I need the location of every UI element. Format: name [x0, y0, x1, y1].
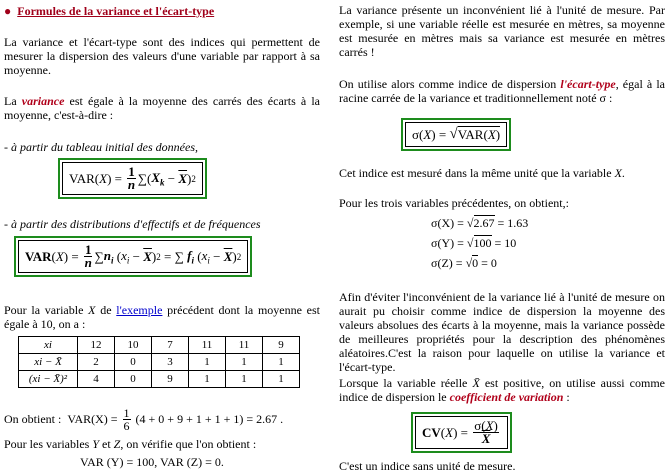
- example-link[interactable]: l'exemple: [116, 303, 163, 317]
- formula-var-dist: VAR ( X ) = $\frac{1}{n}$ ∑ $n_i$ ( $x_i$ − $\overline{X}$ ) 2 = ∑ $f_i$ ( $x_i$ − $\overline{X}$ ) 2: [18, 240, 248, 273]
- variance-word: variance: [21, 94, 65, 108]
- table-cell: 1: [189, 371, 226, 388]
- table-cell: 3: [152, 354, 189, 371]
- text: précédent dont la moyenne est égale à 10, on a :: [4, 303, 321, 331]
- text: On utilise alors comme indice de dispersion: [339, 77, 561, 91]
- sigma-lhs: σ(Z) =: [431, 256, 463, 270]
- table-cell: 2: [78, 354, 115, 371]
- obtain-label: On obtient :: [4, 412, 62, 426]
- cv-word: coefficient de variation: [449, 390, 564, 404]
- table-cell: 1: [189, 354, 226, 371]
- yz-result: VAR (Y) = 100, VAR (Z) = 0.: [80, 455, 224, 469]
- table-cell: 0: [115, 354, 152, 371]
- text: La: [4, 94, 22, 108]
- text: , égal à la racine carrée de la variance et traditionnellement noté σ :: [339, 77, 665, 105]
- sigma-rhs: = 0: [481, 256, 497, 270]
- table-row: [19, 354, 300, 371]
- table-cell: xi − X̄: [19, 354, 78, 371]
- var-name: X: [614, 166, 622, 180]
- table-cell: 4: [78, 371, 115, 388]
- table-cell: 1: [263, 354, 300, 371]
- frac-den: 6: [123, 419, 130, 433]
- table-cell: 0: [115, 371, 152, 388]
- values-table: [18, 336, 300, 388]
- var-name: X̄: [472, 376, 480, 390]
- text: est positive, on utilise aussi comme indice de dispersion le: [339, 376, 665, 404]
- section-title: Formules de la variance et l'écart-type: [17, 4, 215, 18]
- frac-num: 1: [123, 406, 130, 420]
- table-cell: 1: [226, 354, 263, 371]
- text: Pour la variable: [4, 303, 89, 317]
- text: Lorsque la variable réelle: [339, 376, 473, 390]
- text: et: [99, 437, 114, 451]
- table-cell: (xi − X̄)²: [19, 371, 78, 388]
- var-name: X: [88, 303, 96, 317]
- fraction: $\frac{1}{n}$: [84, 242, 92, 270]
- sigma-lhs: σ(X) =: [431, 216, 464, 230]
- sigma-rhs: = 10: [494, 236, 517, 250]
- sigma-values: [431, 216, 528, 276]
- table-cell: 7: [152, 337, 189, 354]
- formula-box-var-dist: [14, 236, 252, 277]
- formula-cv: CV ( X ) = $\frac{\sigma(X)}{X}$: [415, 416, 508, 449]
- sigma-row: σ(Z) = √0 = 0: [431, 256, 497, 270]
- table-cell: 10: [115, 337, 152, 354]
- paragraph-same-unit: [339, 166, 625, 180]
- formula-sigma: σ( X ) = √ VAR(X): [405, 122, 507, 147]
- intro-paragraph: La variance et l'écart-type sont des indices qui permettent de mesurer la dispersion des valeurs d'une variable par rapport à sa moyenne.: [4, 35, 320, 77]
- formula-var-raw: VAR( X ) = $\frac{1}{n}$ ∑( $X_k$ − $\overline{X}$ ) 2: [62, 162, 203, 195]
- table-cell: 1: [263, 371, 300, 388]
- sigma-lhs: σ(Y) =: [431, 236, 464, 250]
- obtain-rhs: (4 + 0 + 9 + 1 + 1 + 1) = 2.67 .: [135, 412, 284, 426]
- fraction: [123, 407, 131, 432]
- table-row: [19, 371, 300, 388]
- table-cell: 11: [226, 337, 263, 354]
- table-cell: 9: [152, 371, 189, 388]
- paragraph-cv: [339, 376, 665, 404]
- text: :: [563, 390, 570, 404]
- example-paragraph: [4, 303, 320, 331]
- table-cell: xi: [19, 337, 78, 354]
- paragraph-unitless: C'est un indice sans unité de mesure.: [339, 459, 516, 473]
- paragraph-absolute-deviations: Afin d'éviter l'inconvénient de la variance lié à l'unité de mesure on aurait pu choisir comme indice de dispersion la moyenne des valeurs absolues des écarts à la moyenne, mais la variance possède de meilleures propriétés pour la description des phénomènes aléatoires.C'est la raison pour laquelle on utilise la variance et l'écart-type.: [339, 290, 665, 374]
- paragraph-three-vars: Pour les trois variables précédentes, on obtient,:: [339, 196, 569, 210]
- sigma-radicand: 0: [472, 256, 479, 270]
- table-cell: 9: [263, 337, 300, 354]
- text: .: [621, 166, 625, 180]
- formula-box-sigma: [401, 118, 511, 151]
- obtain-lhs: VAR(X) =: [67, 412, 118, 426]
- table-row: [19, 337, 300, 354]
- text: , on vérifie que l'on obtient :: [120, 437, 257, 451]
- text: est égale à la moyenne des carrés des écarts à la moyenne, c'est-à-dire :: [4, 94, 320, 122]
- text: Cet indice est mesuré dans la même unité que la variable: [339, 166, 615, 180]
- text: Pour les variables: [4, 437, 93, 451]
- sigma-row: σ(Y) = √100 = 10: [431, 236, 517, 250]
- text: de: [95, 303, 117, 317]
- sigma-radicand: 100: [473, 236, 492, 250]
- sigma-row: σ(X) = √2.67 = 1.63: [431, 216, 529, 230]
- obtain-line: [4, 407, 283, 432]
- paragraph-unit-issue: La variance présente un inconvénient lié à l'unité de mesure. Par exemple, si une variable réelle est mesurée en mètres, sa moyenne est mesurée en mètres mais sa variance est mesurée en mètres carrés !: [339, 3, 665, 59]
- variance-definition: [4, 94, 320, 122]
- bullet-icon: ●: [4, 4, 12, 18]
- table-cell: 1: [226, 371, 263, 388]
- formula-box-var-raw: [58, 158, 207, 199]
- sigma-radicand: 2.67: [473, 216, 495, 230]
- sigma-rhs: = 1.63: [497, 216, 529, 230]
- case-initial-table: - à partir du tableau initial des données,: [4, 140, 198, 154]
- std-dev-word: l'écart-type: [560, 77, 616, 91]
- formula-box-cv: [411, 412, 512, 453]
- var-name: Y: [92, 437, 99, 451]
- fraction: $\frac{1}{n}$: [127, 164, 136, 192]
- yz-text: [4, 437, 256, 451]
- table-cell: 12: [78, 337, 115, 354]
- table-cell: 11: [189, 337, 226, 354]
- fraction: $\frac{\sigma(X)}{X}$: [474, 418, 498, 446]
- paragraph-std-dev: [339, 77, 665, 105]
- var-name: Z: [113, 437, 121, 451]
- section-title-line: [4, 4, 214, 18]
- case-distributions: - à partir des distributions d'effectifs et de fréquences: [4, 217, 261, 231]
